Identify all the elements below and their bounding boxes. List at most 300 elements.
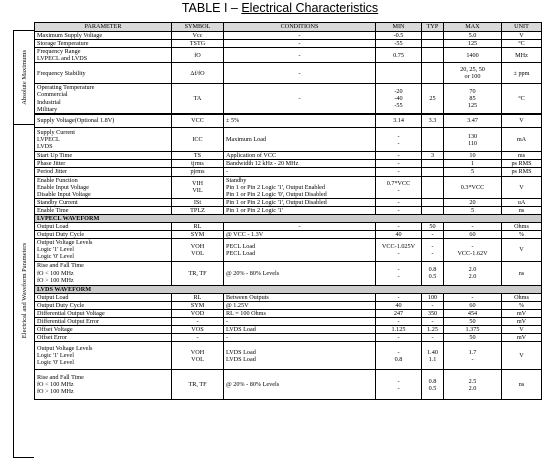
typ-cell	[422, 128, 444, 152]
typ-cell-line: 100	[427, 293, 438, 301]
min-cell-line: -	[397, 132, 400, 140]
unit-cell	[502, 32, 542, 40]
min-cell-line: 247	[393, 309, 404, 317]
table-row	[35, 206, 542, 214]
max-cell	[444, 261, 502, 285]
parameter-cell-line: Supply Voltage(Optional 1.8V)	[37, 117, 115, 125]
table-row	[35, 152, 542, 160]
max-cell-line: 125	[467, 40, 478, 48]
parameter-cell	[35, 370, 172, 400]
max-cell	[444, 301, 502, 309]
conditions-cell-line: -	[298, 69, 301, 77]
symbol-cell-line: fO	[194, 51, 201, 59]
parameter-cell-line: Output Voltage Levels	[37, 239, 93, 247]
max-cell-line: 85	[469, 95, 476, 103]
conditions-cell	[224, 301, 376, 309]
parameter-cell	[35, 326, 172, 334]
typ-cell	[422, 231, 444, 239]
typ-cell	[422, 293, 444, 301]
parameter-cell	[35, 168, 172, 176]
conditions-cell	[224, 63, 376, 84]
symbol-cell-line: TA	[193, 95, 202, 103]
unit-cell	[502, 223, 542, 231]
typ-cell-line: 1.25	[427, 326, 438, 334]
conditions-cell-line: -	[226, 334, 229, 342]
max-cell	[444, 168, 502, 176]
parameter-cell	[35, 239, 172, 261]
max-cell-line: 3.47	[467, 117, 478, 125]
min-cell	[376, 168, 422, 176]
parameter-cell	[35, 63, 172, 84]
table-row	[35, 63, 542, 84]
symbol-cell-line: TR, TF	[188, 381, 207, 389]
parameter-cell-line: Commercial	[37, 91, 68, 99]
min-cell-line: -55	[394, 40, 403, 48]
min-cell-line: 40	[395, 231, 402, 239]
unit-cell	[502, 231, 542, 239]
max-cell	[444, 206, 502, 214]
conditions-cell-line: -	[298, 223, 301, 231]
min-cell	[376, 32, 422, 40]
conditions-cell-line: -	[298, 40, 301, 48]
conditions-cell-line: PECL Load	[226, 249, 256, 257]
symbol-cell-line: TS	[193, 152, 202, 160]
min-cell	[376, 261, 422, 285]
symbol-cell	[172, 301, 224, 309]
max-cell-line: -	[471, 293, 474, 301]
conditions-cell-line: Application of VCC	[226, 152, 277, 160]
parameter-cell-line: Enable Input Voltage	[37, 183, 90, 191]
symbol-cell	[172, 261, 224, 285]
symbol-cell	[172, 342, 224, 370]
table-row	[35, 176, 542, 198]
typ-cell-line: 3.3	[428, 117, 437, 125]
parameter-cell	[35, 342, 172, 370]
typ-cell	[422, 160, 444, 168]
parameter-cell-line: Output Voltage Levels	[37, 345, 93, 353]
typ-cell-line: 0.5	[428, 273, 437, 281]
min-cell-line: -	[397, 206, 400, 214]
symbol-cell	[172, 293, 224, 301]
unit-cell	[502, 301, 542, 309]
table-body	[35, 32, 542, 400]
header-row	[35, 23, 542, 32]
min-cell-line: -	[397, 377, 400, 385]
conditions-cell-line: ± 5%	[226, 117, 240, 125]
table-row	[35, 168, 542, 176]
unit-cell-line: ps RMS	[511, 168, 532, 176]
header-conditions: CONDITIONS	[224, 23, 376, 32]
typ-cell	[422, 40, 444, 48]
unit-cell	[502, 128, 542, 152]
typ-cell	[422, 326, 444, 334]
parameter-cell-line: Differential Output Voltage	[37, 309, 105, 317]
max-cell	[444, 32, 502, 40]
table-row	[35, 293, 542, 301]
unit-cell	[502, 317, 542, 325]
min-cell	[376, 317, 422, 325]
parameter-cell-line: Storage Temperature	[37, 40, 89, 48]
max-cell-line: 1	[470, 160, 475, 168]
min-cell	[376, 239, 422, 261]
min-cell-line: -	[397, 187, 400, 195]
section-row	[35, 285, 542, 293]
table-row	[35, 48, 542, 63]
symbol-cell-line: TSTG	[189, 40, 206, 48]
conditions-cell	[224, 293, 376, 301]
table-title	[0, 1, 560, 16]
parameter-cell	[35, 334, 172, 342]
parameter-cell-line: Logic '1' Level	[37, 246, 74, 254]
conditions-cell	[224, 152, 376, 160]
max-cell	[444, 223, 502, 231]
table-row	[35, 231, 542, 239]
max-cell-line: 0.3*VCC	[460, 183, 485, 191]
typ-cell-line: -	[431, 334, 434, 342]
symbol-cell	[172, 370, 224, 400]
min-cell-line: -20	[394, 87, 403, 95]
typ-cell	[422, 223, 444, 231]
symbol-cell-line: SYM	[190, 301, 205, 309]
max-cell-line: 60	[469, 301, 476, 309]
min-cell	[376, 334, 422, 342]
max-cell	[444, 231, 502, 239]
conditions-cell-line: @ 20% - 80% Levels	[226, 269, 280, 277]
section-row	[35, 215, 542, 223]
conditions-cell	[224, 32, 376, 40]
unit-cell	[502, 84, 542, 114]
conditions-cell	[224, 223, 376, 231]
min-cell	[376, 326, 422, 334]
conditions-cell-line: PECL Load	[226, 242, 256, 250]
min-cell	[376, 198, 422, 206]
max-cell	[444, 342, 502, 370]
unit-cell-line: MHz	[515, 51, 528, 59]
min-cell	[376, 206, 422, 214]
symbol-cell	[172, 114, 224, 128]
symbol-cell	[172, 317, 224, 325]
conditions-cell-line: Standby	[226, 176, 247, 184]
header-max: MAX	[444, 23, 502, 32]
parameter-cell-line: Start Up Time	[37, 152, 73, 160]
typ-cell	[422, 168, 444, 176]
symbol-cell	[172, 40, 224, 48]
parameter-cell	[35, 152, 172, 160]
parameter-cell-line: Maximum Supply Voltage	[37, 32, 103, 39]
parameter-cell-line: Offset Voltage	[37, 326, 73, 334]
max-cell	[444, 84, 502, 114]
min-cell-line: 3.14	[393, 117, 404, 125]
unit-cell-line: Ohms	[514, 223, 529, 231]
table-row	[35, 128, 542, 152]
conditions-cell-line: @ 20% - 80% Levels	[226, 381, 280, 389]
unit-cell-line: ps RMS	[511, 160, 532, 168]
max-cell	[444, 370, 502, 400]
table-row	[35, 309, 542, 317]
table-row	[35, 370, 542, 400]
conditions-cell-line: Pin 1 or Pin 2 Logic '1', Output Disabled	[226, 198, 327, 206]
max-cell-line: VCC-1.62V	[457, 249, 488, 257]
symbol-cell-line: -	[196, 317, 199, 325]
symbol-cell-line: ICC	[192, 136, 203, 144]
unit-cell-line: °C	[518, 95, 525, 103]
max-cell-line: 1.375	[465, 326, 480, 334]
parameter-cell-line: Output Duty Cycle	[37, 301, 85, 309]
symbol-cell-line: VOH	[190, 348, 205, 356]
unit-cell	[502, 293, 542, 301]
unit-cell	[502, 326, 542, 334]
min-cell	[376, 114, 422, 128]
symbol-cell	[172, 84, 224, 114]
symbol-cell-line: RL	[193, 293, 202, 301]
table-row	[35, 32, 542, 40]
max-cell	[444, 326, 502, 334]
min-cell	[376, 128, 422, 152]
min-cell	[376, 40, 422, 48]
typ-cell	[422, 370, 444, 400]
unit-cell-line: V	[519, 352, 524, 360]
typ-cell-line: -	[431, 231, 434, 239]
table-title-prefix: TABLE I –	[181, 1, 242, 15]
unit-cell-line: mV	[516, 334, 527, 342]
min-cell	[376, 301, 422, 309]
parameter-cell-line: Disable Input Voltage	[37, 190, 91, 198]
symbol-cell-line: Δf/fO	[190, 69, 205, 77]
parameter-cell	[35, 128, 172, 152]
min-cell-line: -	[397, 160, 400, 168]
min-cell-line: -55	[394, 102, 403, 110]
min-cell-line: 1.125	[391, 326, 406, 334]
conditions-cell	[224, 317, 376, 325]
conditions-cell-line: Maximum Load	[226, 136, 267, 144]
min-cell	[376, 223, 422, 231]
symbol-cell-line: SYM	[190, 231, 205, 239]
conditions-cell-line: @ VCC - 1.3V	[226, 231, 264, 239]
unit-cell-line: uA	[517, 198, 526, 206]
min-cell-line: -	[397, 348, 400, 356]
conditions-cell	[224, 370, 376, 400]
symbol-cell	[172, 160, 224, 168]
max-cell-line: 2.0	[468, 265, 477, 273]
table-title-main: Electrical Characteristics	[241, 1, 379, 15]
symbol-cell	[172, 48, 224, 63]
symbol-cell	[172, 32, 224, 40]
symbol-cell-line: VCC	[191, 117, 204, 125]
unit-cell	[502, 370, 542, 400]
conditions-cell-line: -	[226, 168, 229, 176]
parameter-cell-line: Logic '0' Level	[37, 359, 74, 367]
unit-cell-line: V	[519, 326, 524, 334]
table-row	[35, 198, 542, 206]
max-cell	[444, 198, 502, 206]
max-cell-line: 5.0	[468, 32, 477, 39]
parameter-cell-line: Phase Jitter	[37, 160, 66, 168]
parameter-cell-line: fO > 100 MHz	[37, 388, 74, 396]
section-heading: LVDS WAVEFORM	[35, 285, 542, 293]
min-cell-line: -	[397, 317, 400, 325]
conditions-cell	[224, 198, 376, 206]
symbol-cell	[172, 176, 224, 198]
parameter-cell	[35, 206, 172, 214]
max-cell-line: -	[471, 223, 474, 231]
symbol-cell	[172, 206, 224, 214]
conditions-cell-line: -	[298, 95, 301, 103]
typ-cell	[422, 301, 444, 309]
typ-cell	[422, 198, 444, 206]
unit-cell-line: ± ppm	[513, 69, 530, 77]
header-symbol: SYMBOL	[172, 23, 224, 32]
table-row	[35, 334, 542, 342]
symbol-cell-line: VIH	[192, 180, 203, 188]
symbol-cell	[172, 198, 224, 206]
conditions-cell-line: Pin 1 or Pin 2 Logic '1'	[226, 206, 283, 214]
symbol-cell	[172, 168, 224, 176]
max-cell-line: 454	[467, 309, 478, 317]
min-cell-line: -	[397, 293, 400, 301]
conditions-cell-line: Pin 1 or Pin 2 Logic '0', Output Disabled	[226, 190, 327, 198]
max-cell-line: 70	[469, 87, 476, 95]
symbol-cell	[172, 128, 224, 152]
unit-cell-line: mV	[516, 309, 527, 317]
symbol-cell-line: VOS	[191, 326, 204, 334]
parameter-cell-line: fO < 100 MHz	[37, 381, 74, 389]
parameter-cell-line: fO < 100 MHz	[37, 269, 74, 277]
parameter-cell	[35, 114, 172, 128]
max-cell-line: 50	[469, 317, 476, 325]
min-cell-line: -	[397, 223, 400, 231]
table-row	[35, 160, 542, 168]
unit-cell	[502, 160, 542, 168]
section-heading: LVPECL WAVEFORM	[35, 215, 542, 223]
parameter-cell	[35, 231, 172, 239]
unit-cell-line: ms	[517, 152, 526, 160]
min-cell	[376, 152, 422, 160]
unit-cell-line: V	[519, 246, 524, 254]
parameter-cell	[35, 32, 172, 40]
typ-cell	[422, 206, 444, 214]
conditions-cell-line: LVDS Load	[226, 326, 256, 334]
max-cell	[444, 309, 502, 317]
typ-cell	[422, 239, 444, 261]
typ-cell-line: 0.8	[428, 377, 437, 385]
max-cell-line: 20	[469, 198, 476, 206]
conditions-cell-line: Pin 1 or Pin 2 Logic '1', Output Enabled	[226, 183, 325, 191]
conditions-cell	[224, 206, 376, 214]
min-cell	[376, 231, 422, 239]
unit-cell	[502, 198, 542, 206]
min-cell-line: -	[397, 198, 400, 206]
min-cell	[376, 176, 422, 198]
max-cell-line: 125	[467, 102, 478, 110]
electrical-characteristics-table	[34, 22, 542, 400]
typ-cell-line: 350	[427, 309, 438, 317]
min-cell-line: -	[397, 273, 400, 281]
conditions-cell-line: -	[226, 317, 229, 325]
parameter-cell-line: LVDS	[37, 143, 53, 151]
min-cell-line: -40	[394, 95, 403, 103]
typ-cell	[422, 152, 444, 160]
max-cell	[444, 40, 502, 48]
unit-cell-line: ns	[518, 381, 525, 389]
typ-cell-line: 1.40	[427, 348, 438, 356]
symbol-cell-line: VIL	[192, 187, 203, 195]
parameter-cell	[35, 223, 172, 231]
parameter-cell	[35, 40, 172, 48]
conditions-cell-line: LVDS Load	[226, 355, 256, 363]
parameter-cell-line: Output Duty Cycle	[37, 231, 85, 239]
symbol-cell-line: TR, TF	[188, 269, 207, 277]
typ-cell-line: -	[431, 301, 434, 309]
max-cell-line: 130	[467, 132, 478, 140]
parameter-cell-line: Output Load	[37, 293, 69, 301]
unit-cell	[502, 239, 542, 261]
typ-cell-line: 3	[430, 152, 435, 160]
min-cell	[376, 293, 422, 301]
parameter-cell-line: Frequency Range	[37, 48, 81, 56]
min-cell-line: -0.5	[393, 32, 404, 39]
unit-cell-line: V	[519, 117, 524, 125]
conditions-cell	[224, 309, 376, 317]
min-cell-line: -	[397, 384, 400, 392]
symbol-cell	[172, 239, 224, 261]
symbol-cell-line: VOL	[191, 355, 204, 363]
conditions-cell	[224, 48, 376, 63]
parameter-cell	[35, 48, 172, 63]
max-cell	[444, 152, 502, 160]
unit-cell-line: V	[519, 32, 524, 39]
min-cell-line: -	[397, 334, 400, 342]
typ-cell	[422, 261, 444, 285]
conditions-cell-line: Between Outputs	[226, 293, 269, 301]
conditions-cell-line: LVDS Load	[226, 348, 256, 356]
min-cell-line: VCC-1.025V	[381, 242, 416, 250]
typ-cell	[422, 63, 444, 84]
typ-cell-line: 0.8	[428, 265, 437, 273]
parameter-cell	[35, 198, 172, 206]
table-row	[35, 40, 542, 48]
side-label-electrical-waveform: Electrical and Waveform Parameters	[13, 124, 34, 458]
symbol-cell-line: ISt	[193, 198, 202, 206]
unit-cell	[502, 48, 542, 63]
unit-cell-line: mA	[516, 136, 527, 144]
unit-cell	[502, 168, 542, 176]
conditions-cell	[224, 160, 376, 168]
max-cell	[444, 176, 502, 198]
parameter-cell-line: Standby Current	[37, 198, 78, 206]
max-cell	[444, 239, 502, 261]
max-cell-line: 20, 25, 50	[460, 66, 485, 74]
min-cell-line: 0.75	[393, 51, 404, 59]
typ-cell	[422, 342, 444, 370]
max-cell	[444, 293, 502, 301]
parameter-cell-line: Industrial	[37, 98, 61, 106]
typ-cell	[422, 48, 444, 63]
max-cell	[444, 63, 502, 84]
side-label-absolute-maximums: Absolute Maximums	[13, 30, 34, 125]
symbol-cell	[172, 152, 224, 160]
min-cell-line: -	[397, 265, 400, 273]
conditions-cell	[224, 176, 376, 198]
unit-cell	[502, 206, 542, 214]
typ-cell	[422, 114, 444, 128]
unit-cell	[502, 309, 542, 317]
min-cell	[376, 84, 422, 114]
conditions-cell	[224, 40, 376, 48]
symbol-cell	[172, 334, 224, 342]
min-cell-line: 0.7*VCC	[386, 180, 411, 188]
typ-cell-line: -	[431, 317, 434, 325]
parameter-cell	[35, 261, 172, 285]
